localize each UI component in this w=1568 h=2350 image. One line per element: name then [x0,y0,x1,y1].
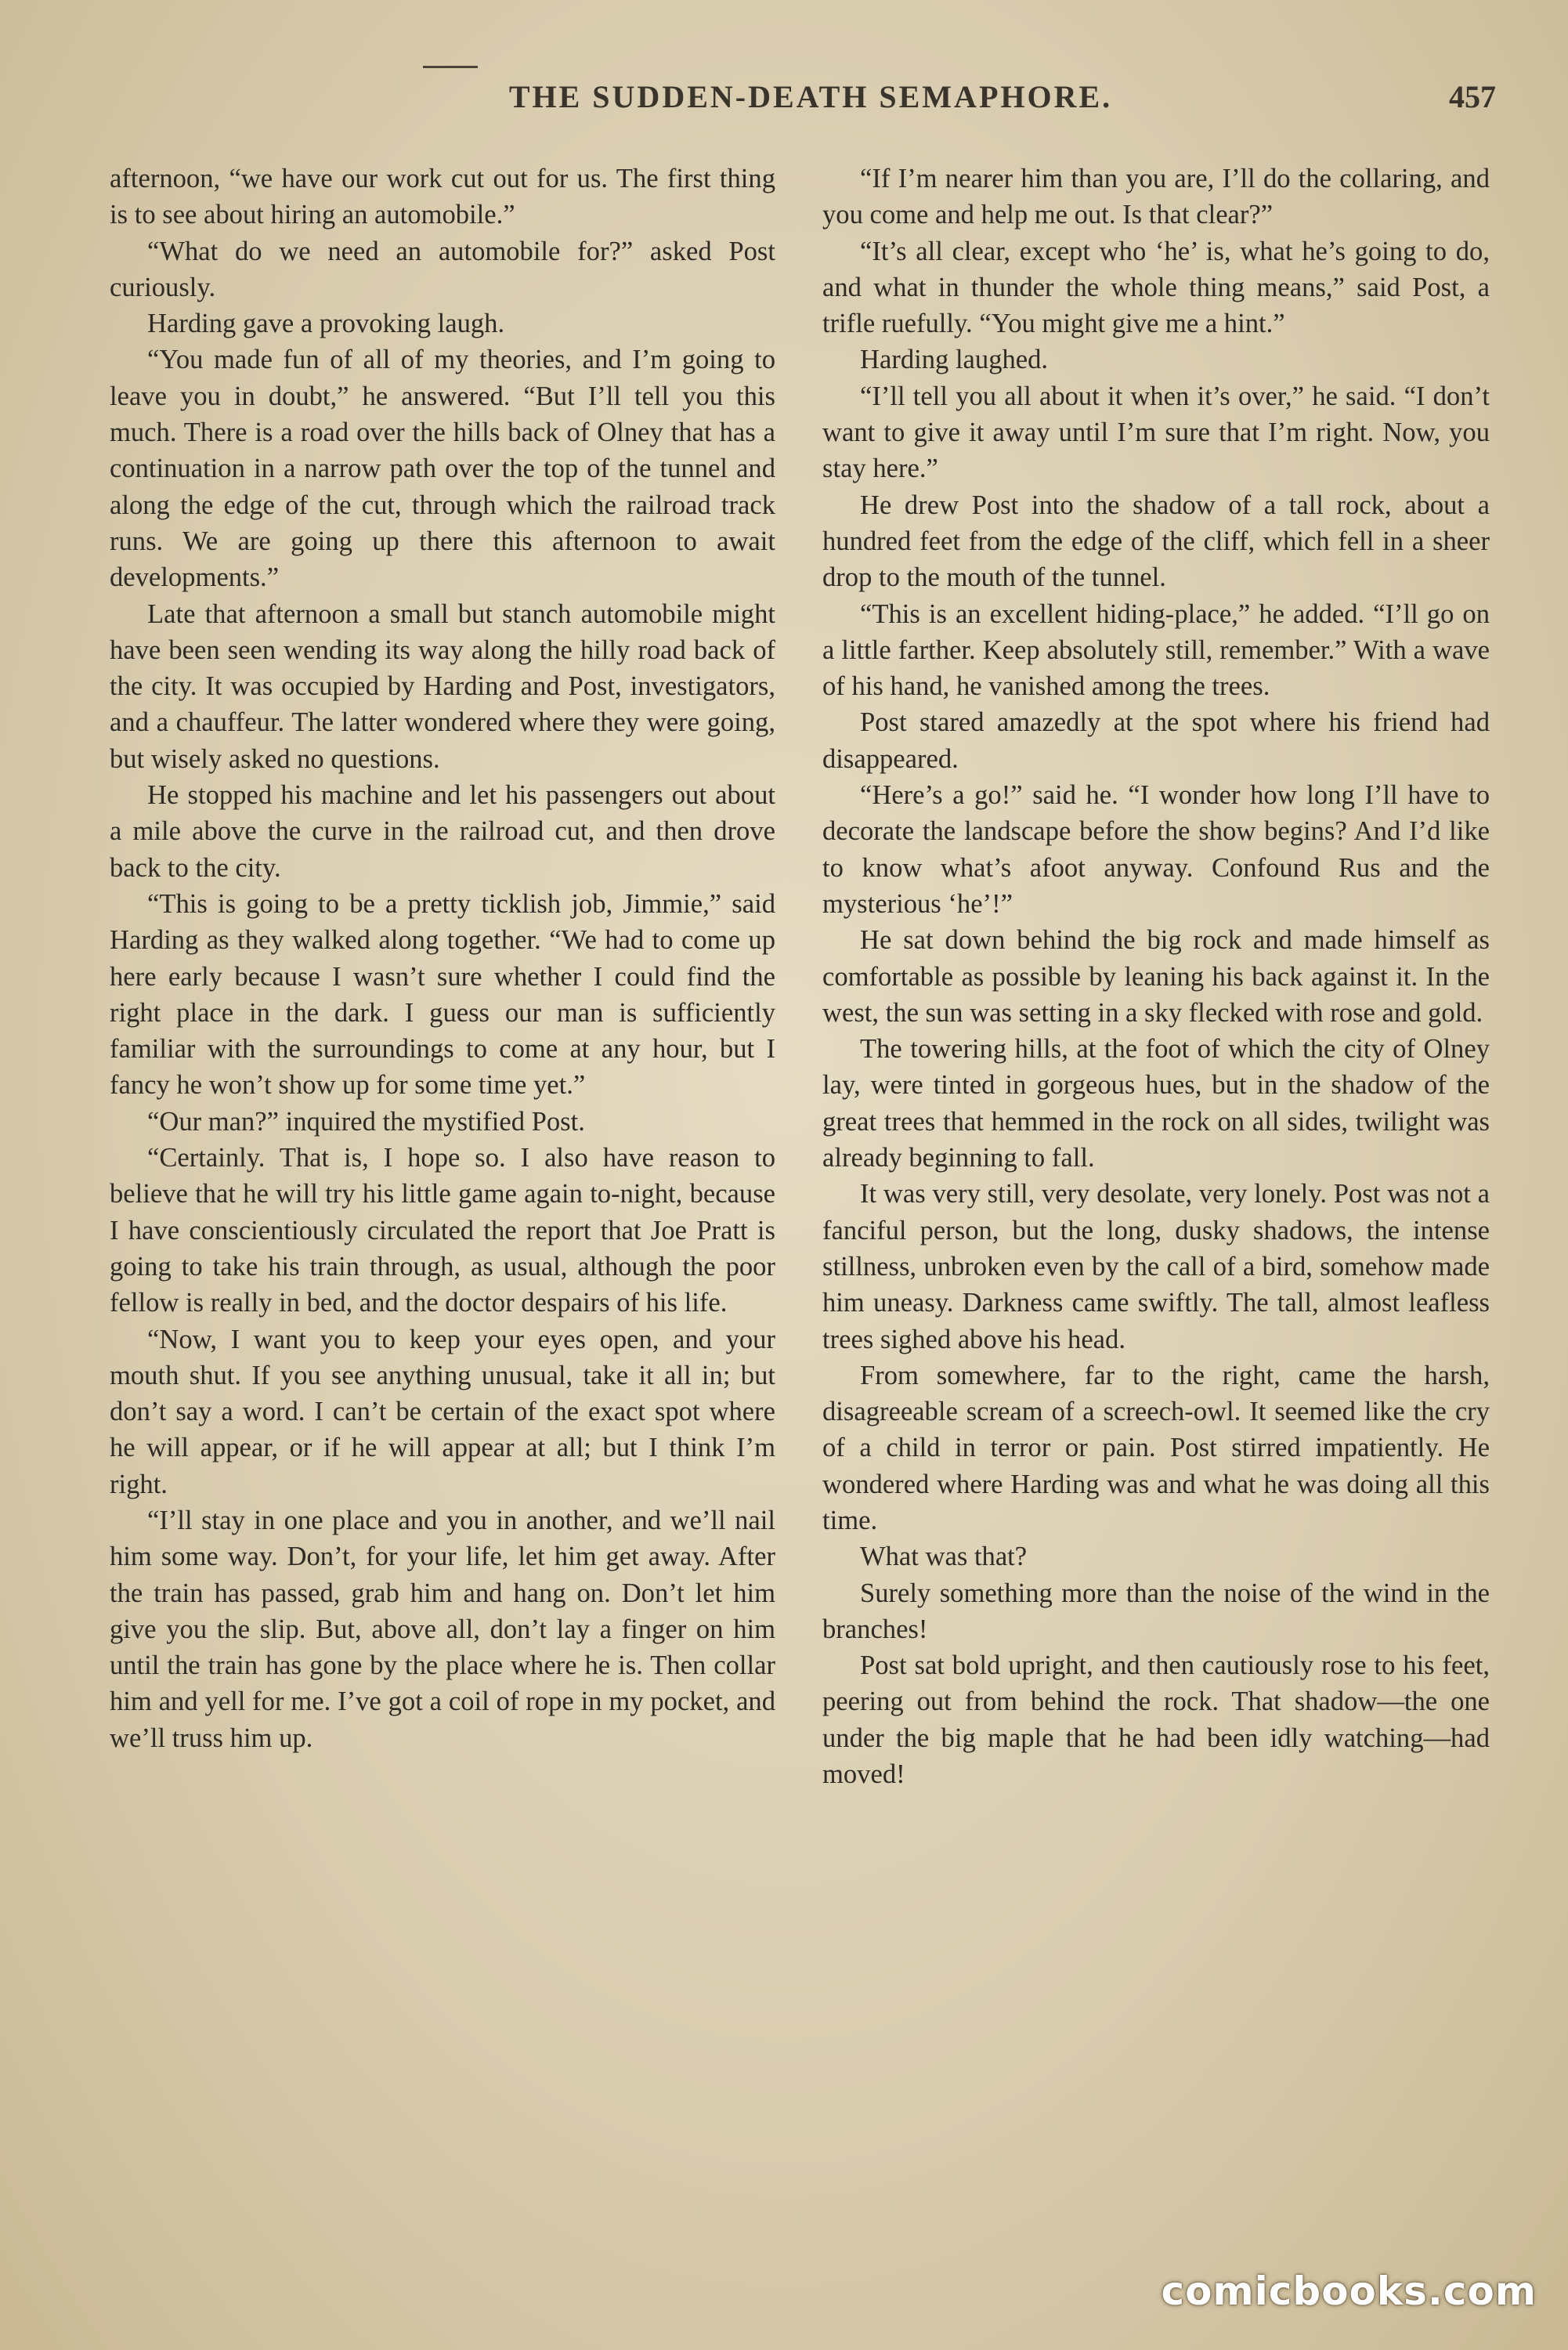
paragraph: He sat down behind the big rock and made himself as comfortable as possible by leaning his back against it. In the west, the sun was setting in a sky flecked with rose and gold. [822,925,1490,1028]
paragraph: What was that? [860,1542,1028,1572]
paragraph: “What do we need an automobile for?” asked Post curiously. [110,236,775,302]
page-number: 457 [1449,79,1496,114]
paragraph: From somewhere, far to the right, came the harsh, disagreeable scream of a screech-owl. It seemed like the cry of a child in terror or pain. Post stirred impatiently. He wondered where Harding was and what he was doing all this time. [822,1360,1490,1535]
paragraph: “I’ll tell you all about it when it’s over,” he said. “I don’t want to give it away until I’m sure that I’m right. Now, you stay here.” [822,381,1490,484]
right-column [822,161,1490,1792]
watermark: comicbooks.com [1161,2269,1537,2314]
paragraph: Surely something more than the noise of the wind in the branches! [822,1578,1490,1644]
paragraph: “It’s all clear, except who ‘he’ is, what he’s going to do, and what in thunder the whole thing means,” said Post, a trifle ruefully. “You might give me a hint.” [822,236,1490,339]
paragraph: He stopped his machine and let his passengers out about a mile above the curve in the railroad cut, and then drove back to the city. [110,780,775,883]
header-rule [423,66,478,68]
paragraph: “Certainly. That is, I hope so. I also have reason to believe that he will try his little game again to-night, because I have conscientiously circulated the report that Joe Pratt is going to take his train through, as usual, although the poor fellow is really in bed, and the doctor despairs of his life. [110,1143,775,1318]
paragraph: Late that afternoon a small but stanch automobile might have been seen wending its way along the hilly road back of the city. It was occupied by Harding and Post, investigators, and a chauffeur. The latter wondered where they were going, but wisely asked no questions. [110,598,775,774]
paragraph: “Here’s a go!” said he. “I wonder how long I’ll have to decorate the landscape before the show begins? And I’d like to know what’s afoot anyway. Confound Rus and the mysterious ‘he’!” [822,780,1490,919]
paragraph: “Now, I want you to keep your eyes open, and your mouth shut. If you see anything unusual, take it all in; but don’t say a word. I can’t be certain of the exact spot where he will appear, or if he will appear at all; but I think I’m right. [110,1324,775,1499]
running-head: THE SUDDEN-DEATH SEMAPHORE. [508,79,1113,114]
paragraph: Post sat bold upright, and then cautiously rose to his feet, peering out from behind the rock. That shadow—the one under the big maple that he had been idly watching—had moved! [822,1650,1490,1790]
paragraph: afternoon, “we have our work cut out for us. The first thing is to see about hiring an automobile.” [110,164,775,230]
paragraph: Harding gave a provoking laugh. [147,309,505,339]
paragraph: The towering hills, at the foot of which the city of Olney lay, were tinted in gorgeous hues, but in the shadow of the great trees that hemmed in the rock on all sides, twilight was already beginning to fall. [822,1034,1490,1173]
paragraph: Harding laughed. [860,345,1049,375]
left-column [110,161,775,1756]
paragraph: Post stared amazedly at the spot where his friend had disappeared. [822,707,1490,774]
paragraph: “If I’m nearer him than you are, I’ll do the collaring, and you come and help me out. Is that clear?” [822,164,1490,230]
paragraph: “This is going to be a pretty ticklish job, Jimmie,” said Harding as they walked along together. “We had to come up here early because I wasn’t sure whether I could find the right place in the dark. I guess our man is sufficiently familiar with the surroundings to come at any hour, but I fancy he won’t show up for some time yet.” [110,888,775,1101]
paragraph: “You made fun of all of my theories, and I’m going to leave you in doubt,” he answered. “But I’ll tell you this much. There is a road over the hills back of Olney that has a continuation in a narrow path over the top of the tunnel and along the edge of the cut, through which the railroad track runs. We are going up there this afternoon to await developments.” [110,345,775,593]
paragraph: “Our man?” inquired the mystified Post. [147,1106,585,1137]
paragraph: “This is an excellent hiding-place,” he added. “I’ll go on a little farther. Keep absolutely still, remember.” With a wave of his hand, he vanished among the trees. [822,598,1490,702]
paragraph: “I’ll stay in one place and you in another, and we’ll nail him some way. Don’t, for your life, let him get away. After the train has passed, grab him and hang on. Don’t let him give you the slip. But, above all, don’t lay a finger on him until the train has gone by the place where he is. Then collar him and yell for me. I’ve got a coil of rope in my pocket, and we’ll truss him up. [110,1505,775,1753]
paragraph: It was very still, very desolate, very lonely. Post was not a fanciful person, but the long, dusky shadows, the intense stillness, unbroken even by the call of a bird, somehow made him uneasy. Darkness came swiftly. The tall, almost leafless trees sighed above his head. [822,1179,1490,1354]
paragraph: He drew Post into the shadow of a tall rock, about a hundred feet from the edge of the cliff, which fell in a sheer drop to the mouth of the tunnel. [822,490,1490,593]
